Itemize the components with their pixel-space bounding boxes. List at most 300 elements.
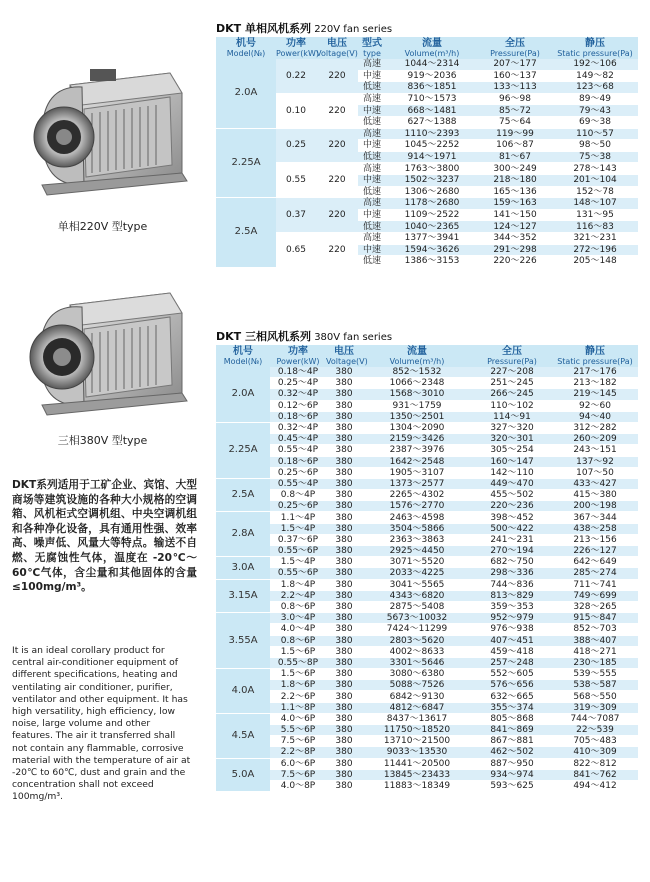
type-cell: 低速 <box>358 116 386 128</box>
table-row <box>216 523 638 534</box>
table-row <box>216 691 638 702</box>
power-cell: 0.25～4P <box>270 378 326 389</box>
voltage-cell: 380 <box>326 478 362 489</box>
voltage-cell: 380 <box>326 456 362 467</box>
voltage-cell: 380 <box>326 546 362 557</box>
power-cell: 0.37～6P <box>270 534 326 545</box>
static-pressure-cell: 226～127 <box>552 546 638 557</box>
static-pressure-cell: 388～407 <box>552 635 638 646</box>
volume-cell: 627～1388 <box>386 116 478 128</box>
type-cell: 高速 <box>358 93 386 105</box>
volume-cell: 13845～23433 <box>362 769 472 780</box>
voltage-cell: 220 <box>316 93 358 128</box>
header-cn: 静压 <box>585 346 605 357</box>
static-pressure-cell: 123～68 <box>552 82 638 94</box>
static-pressure-cell: 841～762 <box>552 769 638 780</box>
pressure-cell: 207～177 <box>478 59 552 70</box>
voltage-cell: 380 <box>326 467 362 478</box>
volume-cell: 1594～3626 <box>386 244 478 256</box>
power-cell: 4.0～8P <box>270 780 326 791</box>
type-cell: 高速 <box>358 198 386 210</box>
volume-cell: 2875～5408 <box>362 601 472 612</box>
pressure-cell: 462～502 <box>472 747 552 758</box>
type-cell: 低速 <box>358 221 386 233</box>
static-pressure-cell: 137～92 <box>552 456 638 467</box>
three-title-en: 380V fan series <box>314 332 393 343</box>
voltage-cell: 380 <box>326 411 362 422</box>
column-header <box>478 37 552 59</box>
header-cn: 电压 <box>334 346 354 357</box>
header-en: Pressure(Pa) <box>490 49 540 58</box>
model-cell: 3.15A <box>216 579 270 613</box>
volume-cell: 4343～6820 <box>362 590 472 601</box>
volume-cell: 1045～2252 <box>386 140 478 152</box>
table-row <box>216 534 638 545</box>
type-cell: 中速 <box>358 140 386 152</box>
volume-cell: 1377～3941 <box>386 232 478 244</box>
power-cell: 0.55～8P <box>270 657 326 668</box>
static-pressure-cell: 915～847 <box>552 613 638 624</box>
power-cell: 0.55 <box>276 163 316 198</box>
pressure-cell: 552～605 <box>472 669 552 680</box>
volume-cell: 1576～2770 <box>362 501 472 512</box>
header-en: Model(№) <box>226 49 266 58</box>
header-en: Static pressure(Pa) <box>557 49 633 58</box>
power-cell: 0.8～6P <box>270 635 326 646</box>
static-pressure-cell: 213～182 <box>552 378 638 389</box>
header-cn: 机号 <box>236 38 256 49</box>
static-pressure-cell: 568～550 <box>552 691 638 702</box>
power-cell: 0.25 <box>276 128 316 163</box>
pressure-cell: 270～194 <box>472 546 552 557</box>
volume-cell: 3080～6380 <box>362 669 472 680</box>
voltage-cell: 220 <box>316 198 358 233</box>
static-pressure-cell: 822～812 <box>552 758 638 769</box>
table-row <box>216 769 638 780</box>
power-cell: 0.12～6P <box>270 400 326 411</box>
volume-cell: 8437～13617 <box>362 713 472 724</box>
pressure-cell: 266～245 <box>472 389 552 400</box>
voltage-cell: 380 <box>326 691 362 702</box>
static-pressure-cell: 418～271 <box>552 646 638 657</box>
volume-cell: 1373～2577 <box>362 478 472 489</box>
header-en: Volume(m³/h) <box>389 357 445 366</box>
column-header <box>326 345 368 367</box>
pressure-cell: 320～301 <box>472 434 552 445</box>
static-pressure-cell: 272～196 <box>552 244 638 256</box>
static-pressure-cell: 367～344 <box>552 512 638 523</box>
voltage-cell: 380 <box>326 702 362 713</box>
voltage-cell: 220 <box>316 163 358 198</box>
voltage-cell: 380 <box>326 445 362 456</box>
voltage-cell: 380 <box>326 657 362 668</box>
pressure-cell: 887～950 <box>472 758 552 769</box>
power-cell: 0.55～6P <box>270 568 326 579</box>
pressure-cell: 141～150 <box>478 209 552 221</box>
static-pressure-cell: 852～703 <box>552 624 638 635</box>
table-row <box>216 624 638 635</box>
table-row <box>216 657 638 668</box>
static-pressure-cell: 149～82 <box>552 70 638 82</box>
voltage-cell: 380 <box>326 680 362 691</box>
column-header <box>216 37 276 59</box>
table-row <box>216 613 638 624</box>
static-pressure-cell: 438～258 <box>552 523 638 534</box>
table-row <box>216 747 638 758</box>
volume-cell: 3504～5866 <box>362 523 472 534</box>
power-cell: 0.8～4P <box>270 490 326 501</box>
pressure-cell: 805～868 <box>472 713 552 724</box>
table-row <box>216 635 638 646</box>
table-row <box>216 422 638 433</box>
power-cell: 1.1～8P <box>270 702 326 713</box>
volume-cell: 919～2036 <box>386 70 478 82</box>
pressure-cell: 576～656 <box>472 680 552 691</box>
pressure-cell: 300～249 <box>478 163 552 175</box>
static-pressure-cell: 217～176 <box>552 367 638 378</box>
column-header <box>552 345 638 367</box>
pressure-cell: 142～110 <box>472 467 552 478</box>
pressure-cell: 459～418 <box>472 646 552 657</box>
volume-cell: 914～1971 <box>386 151 478 163</box>
type-cell: 低速 <box>358 151 386 163</box>
pressure-cell: 96～98 <box>478 93 552 105</box>
table-row <box>216 467 638 478</box>
header-cn: 全压 <box>502 346 522 357</box>
header-en: Power(kW) <box>276 357 320 366</box>
voltage-cell: 380 <box>326 568 362 579</box>
column-header <box>270 345 326 367</box>
power-cell: 0.10 <box>276 93 316 128</box>
volume-cell: 4002～8633 <box>362 646 472 657</box>
type-cell: 高速 <box>358 232 386 244</box>
power-cell: 1.5～4P <box>270 557 326 568</box>
volume-cell: 668～1481 <box>386 105 478 117</box>
table-row <box>216 568 638 579</box>
static-pressure-cell: 148～107 <box>552 198 638 210</box>
volume-cell: 1306～2680 <box>386 186 478 198</box>
voltage-cell: 220 <box>316 232 358 267</box>
static-pressure-cell: 92～60 <box>552 400 638 411</box>
static-pressure-cell: 321～231 <box>552 232 638 244</box>
power-cell: 0.22 <box>276 59 316 93</box>
model-cell: 4.0A <box>216 669 270 714</box>
header-cn: 静压 <box>585 38 605 49</box>
volume-cell: 2387～3976 <box>362 445 472 456</box>
static-pressure-cell: 213～156 <box>552 534 638 545</box>
power-cell: 2.2～8P <box>270 747 326 758</box>
volume-cell: 1040～2365 <box>386 221 478 233</box>
static-pressure-cell: 705～483 <box>552 736 638 747</box>
static-pressure-cell: 131～95 <box>552 209 638 221</box>
type-cell: 中速 <box>358 174 386 186</box>
header-cn: 功率 <box>288 346 308 357</box>
header-cn: 电压 <box>327 38 347 49</box>
header-en: type <box>363 49 381 58</box>
table-row <box>216 198 638 210</box>
power-cell: 0.32～4P <box>270 422 326 433</box>
volume-cell: 1642～2548 <box>362 456 472 467</box>
volume-cell: 2925～4450 <box>362 546 472 557</box>
voltage-cell: 380 <box>326 422 362 433</box>
volume-cell: 2363～3863 <box>362 534 472 545</box>
power-cell: 0.25～6P <box>270 501 326 512</box>
table-row <box>216 736 638 747</box>
model-cell: 3.0A <box>216 557 270 579</box>
pressure-cell: 81～67 <box>478 151 552 163</box>
volume-cell: 2265～4302 <box>362 490 472 501</box>
voltage-cell: 380 <box>326 769 362 780</box>
type-cell: 中速 <box>358 105 386 117</box>
voltage-cell: 380 <box>326 736 362 747</box>
voltage-cell: 380 <box>326 635 362 646</box>
model-cell: 5.0A <box>216 758 270 792</box>
voltage-cell: 380 <box>326 590 362 601</box>
pressure-cell: 220～236 <box>472 501 552 512</box>
static-pressure-cell: 433～427 <box>552 478 638 489</box>
table-row <box>216 702 638 713</box>
pressure-cell: 160～147 <box>472 456 552 467</box>
pressure-cell: 359～353 <box>472 601 552 612</box>
three-title-cn: DKT 三相风机系列 <box>216 330 311 343</box>
column-header <box>362 345 472 367</box>
header-en: Pressure(Pa) <box>487 357 537 366</box>
static-pressure-cell: 75～38 <box>552 151 638 163</box>
pressure-cell: 952～979 <box>472 613 552 624</box>
header-en: Voltage(V) <box>326 357 368 366</box>
power-cell: 0.55～6P <box>270 546 326 557</box>
table-row <box>216 389 638 400</box>
power-cell: 0.8～6P <box>270 601 326 612</box>
volume-cell: 6842～9130 <box>362 691 472 702</box>
column-header <box>216 345 270 367</box>
static-pressure-cell: 89～49 <box>552 93 638 105</box>
power-cell: 0.32～4P <box>270 389 326 400</box>
single-phase-series-title <box>216 20 392 36</box>
voltage-cell: 380 <box>326 534 362 545</box>
voltage-cell: 220 <box>316 128 358 163</box>
volume-cell: 4812～6847 <box>362 702 472 713</box>
type-cell: 中速 <box>358 70 386 82</box>
pressure-cell: 159～163 <box>478 198 552 210</box>
table-row <box>216 490 638 501</box>
single-phase-table <box>216 37 638 268</box>
voltage-cell: 380 <box>326 669 362 680</box>
volume-cell: 3041～5565 <box>362 579 472 590</box>
volume-cell: 931～1759 <box>362 400 472 411</box>
voltage-cell: 380 <box>326 624 362 635</box>
pressure-cell: 110～102 <box>472 400 552 411</box>
power-cell: 1.5～6P <box>270 646 326 657</box>
column-header <box>552 37 638 59</box>
table-row <box>216 163 638 175</box>
pressure-cell: 124～127 <box>478 221 552 233</box>
power-cell: 0.25～6P <box>270 467 326 478</box>
power-cell: 1.8～6P <box>270 680 326 691</box>
pressure-cell: 355～374 <box>472 702 552 713</box>
static-pressure-cell: 744～7087 <box>552 713 638 724</box>
static-pressure-cell: 98～50 <box>552 140 638 152</box>
voltage-cell: 380 <box>326 367 362 378</box>
static-pressure-cell: 285～274 <box>552 568 638 579</box>
voltage-cell: 380 <box>326 646 362 657</box>
volume-cell: 2463～4598 <box>362 512 472 523</box>
power-cell: 7.5～6P <box>270 736 326 747</box>
pressure-cell: 114～91 <box>472 411 552 422</box>
pressure-cell: 455～502 <box>472 490 552 501</box>
static-pressure-cell: 205～148 <box>552 256 638 268</box>
pressure-cell: 85～72 <box>478 105 552 117</box>
static-pressure-cell: 312～282 <box>552 422 638 433</box>
pressure-cell: 813～829 <box>472 590 552 601</box>
header-en: Model(№) <box>223 357 263 366</box>
table-row <box>216 758 638 769</box>
table-row <box>216 128 638 140</box>
voltage-cell: 380 <box>326 758 362 769</box>
type-cell: 高速 <box>358 128 386 140</box>
header-cn: 型式 <box>362 38 382 49</box>
static-pressure-cell: 410～309 <box>552 747 638 758</box>
power-cell: 1.5～6P <box>270 669 326 680</box>
volume-cell: 836～1851 <box>386 82 478 94</box>
static-pressure-cell: 494～412 <box>552 780 638 791</box>
power-cell: 1.1～4P <box>270 512 326 523</box>
voltage-cell: 380 <box>326 780 362 791</box>
three-phase-caption: 三相380V 型type <box>57 434 148 447</box>
static-pressure-cell: 192～106 <box>552 59 638 70</box>
header-cn: 流量 <box>407 346 427 357</box>
header-cn: 全压 <box>505 38 525 49</box>
pressure-cell: 251～245 <box>472 378 552 389</box>
volume-cell: 1350～2501 <box>362 411 472 422</box>
column-header <box>472 345 552 367</box>
model-cell: 2.5A <box>216 198 276 268</box>
three-phase-table <box>216 345 638 792</box>
static-pressure-cell: 79～43 <box>552 105 638 117</box>
voltage-cell: 380 <box>326 389 362 400</box>
static-pressure-cell: 230～185 <box>552 657 638 668</box>
voltage-cell: 380 <box>326 725 362 736</box>
power-cell: 0.18～6P <box>270 411 326 422</box>
volume-cell: 3301～5646 <box>362 657 472 668</box>
single-title-en: 220V fan series <box>314 24 393 35</box>
table-row <box>216 434 638 445</box>
power-cell: 0.18～6P <box>270 456 326 467</box>
pressure-cell: 744～836 <box>472 579 552 590</box>
power-cell: 6.0～6P <box>270 758 326 769</box>
pressure-cell: 160～137 <box>478 70 552 82</box>
pressure-cell: 449～470 <box>472 478 552 489</box>
type-cell: 中速 <box>358 244 386 256</box>
type-cell: 中速 <box>358 209 386 221</box>
table-row <box>216 478 638 489</box>
power-cell: 0.55～4P <box>270 478 326 489</box>
pressure-cell: 241～231 <box>472 534 552 545</box>
three-phase-fan-image <box>22 275 192 425</box>
static-pressure-cell: 260～209 <box>552 434 638 445</box>
table-row <box>216 411 638 422</box>
voltage-cell: 380 <box>326 490 362 501</box>
model-cell: 2.8A <box>216 512 270 557</box>
pressure-cell: 220～226 <box>478 256 552 268</box>
table-row <box>216 546 638 557</box>
table-row <box>216 59 638 70</box>
three-phase-series-title <box>216 328 392 344</box>
power-cell: 2.2～4P <box>270 590 326 601</box>
volume-cell: 710～1573 <box>386 93 478 105</box>
pressure-cell: 218～180 <box>478 174 552 186</box>
pressure-cell: 291～298 <box>478 244 552 256</box>
volume-cell: 1905～3107 <box>362 467 472 478</box>
table-row <box>216 367 638 378</box>
voltage-cell: 220 <box>316 59 358 93</box>
type-cell: 高速 <box>358 163 386 175</box>
model-cell: 2.0A <box>216 367 270 422</box>
header-en: Static pressure(Pa) <box>557 357 633 366</box>
static-pressure-cell: 642～649 <box>552 557 638 568</box>
power-cell: 1.8～4P <box>270 579 326 590</box>
table-row <box>216 557 638 568</box>
static-pressure-cell: 110～57 <box>552 128 638 140</box>
volume-cell: 1110～2393 <box>386 128 478 140</box>
pressure-cell: 327～320 <box>472 422 552 433</box>
header-en: Volume(m³/h) <box>404 49 460 58</box>
volume-cell: 13710～21500 <box>362 736 472 747</box>
table-row <box>216 669 638 680</box>
table-row <box>216 512 638 523</box>
pressure-cell: 106～87 <box>478 140 552 152</box>
volume-cell: 1763～3800 <box>386 163 478 175</box>
table-row <box>216 646 638 657</box>
power-cell: 0.45～4P <box>270 434 326 445</box>
type-cell: 低速 <box>358 256 386 268</box>
volume-cell: 5088～7526 <box>362 680 472 691</box>
table-row <box>216 378 638 389</box>
voltage-cell: 380 <box>326 501 362 512</box>
type-cell: 低速 <box>358 186 386 198</box>
static-pressure-cell: 152～78 <box>552 186 638 198</box>
single-phase-caption: 单相220V 型type <box>57 220 148 233</box>
static-pressure-cell: 749～699 <box>552 590 638 601</box>
static-pressure-cell: 22～539 <box>552 725 638 736</box>
volume-cell: 1044～2314 <box>386 59 478 70</box>
power-cell: 2.2～6P <box>270 691 326 702</box>
single-title-cn: DKT 单相风机系列 <box>216 22 311 35</box>
pressure-cell: 632～665 <box>472 691 552 702</box>
model-cell: 3.55A <box>216 613 270 669</box>
column-header <box>358 37 386 59</box>
volume-cell: 1109～2522 <box>386 209 478 221</box>
header-cn: 机号 <box>233 346 253 357</box>
left-panel <box>0 0 205 882</box>
voltage-cell: 380 <box>326 434 362 445</box>
column-header <box>276 37 319 59</box>
table-row <box>216 601 638 612</box>
model-cell: 2.0A <box>216 59 276 128</box>
model-cell: 4.5A <box>216 713 270 758</box>
pressure-cell: 398～452 <box>472 512 552 523</box>
pressure-cell: 841～869 <box>472 725 552 736</box>
voltage-cell: 380 <box>326 747 362 758</box>
volume-cell: 11883～18349 <box>362 780 472 791</box>
power-cell: 0.18～4P <box>270 367 326 378</box>
pressure-cell: 133～113 <box>478 82 552 94</box>
voltage-cell: 380 <box>326 512 362 523</box>
pressure-cell: 119～99 <box>478 128 552 140</box>
volume-cell: 1304～2090 <box>362 422 472 433</box>
table-row <box>216 445 638 456</box>
volume-cell: 2033～4225 <box>362 568 472 579</box>
